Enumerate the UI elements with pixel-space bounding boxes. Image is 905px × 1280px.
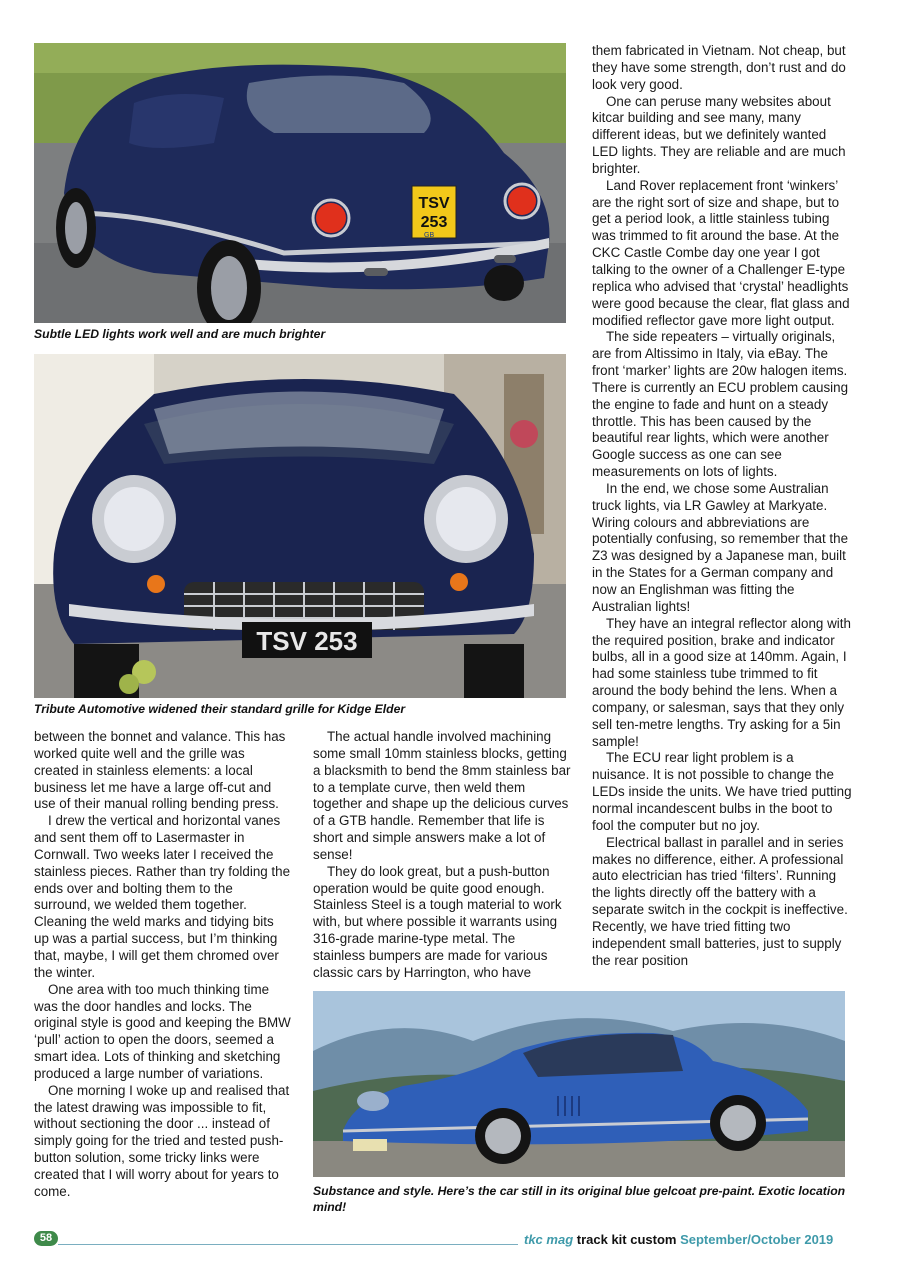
- paragraph: The side repeaters – virtually originals, are from Altissimo in Italy, via eBay. The front ‘marker’ lights are 20w halogen items. There is currently an ECU problem causing the engine to fade and hunt on a steady throttle. This has been caused by the beautiful rear lights, which were another Google success as one can see measurements on lots of lights.: [592, 329, 849, 480]
- photo-blue-gelcoat: [313, 991, 845, 1177]
- photo-front-caption: Tribute Automotive widened their standard grille for Kidge Elder: [34, 702, 406, 716]
- footer-mag: tkc mag: [524, 1232, 574, 1247]
- paragraph: They do look great, but a push-button operation would be quite good enough. Stainless Steel is a tough material to work with, but where possible it warrants using 316-grade marine-type metal. The stainless bumpers are made for various classic cars by Harrington, who have: [313, 863, 562, 980]
- paragraph: One can peruse many websites about kitcar building and see many, many different ideas, but we definitely wanted LED lights. They are reliable and are much brighter.: [592, 93, 846, 176]
- paragraph: I drew the vertical and horizontal vanes and sent them off to Lasermaster in Cornwall. Two weeks later I received the stainless pieces. Rather than try folding the ends over and bolting them to the surround, we welded them together. Cleaning the weld marks and tidying bits up was a partial success, but I’m thinking that, maybe, I will get them chromed over the winter.: [34, 813, 291, 980]
- paragraph: between the bonnet and valance. This has worked quite well and the grille was created in stainless elements: a local business let me have a large off-cut and use of their manual rolling bending press.: [34, 729, 286, 812]
- article-column-middle: [313, 729, 571, 982]
- paragraph: Electrical ballast in parallel and in series makes no difference, either. A professional auto electrician has tried ‘filters’. Running the lights directly off the battery with a separate switch in the cockpit is ineffective. Recently, we have tried fitting two independent small batteries, just to supply the rear position: [592, 834, 848, 968]
- rear-plate-country: GB: [424, 232, 435, 239]
- front-plate: TSV 253: [256, 626, 358, 656]
- footer-rule: [58, 1244, 518, 1245]
- footer-title: track kit custom: [576, 1232, 677, 1247]
- article-column-left: [34, 729, 292, 1201]
- rear-plate-line-1: TSV: [418, 195, 450, 212]
- footer: [524, 1232, 854, 1250]
- photo-rear-view: [34, 43, 566, 323]
- paragraph: Land Rover replacement front ‘winkers’ are the right sort of size and shape, but to get a period look, a little stainless tubing was trimmed to fit around the base. At the CKC Castle Combe day one year I got talking to the owner of a Challenger E-type replica who advised that ‘crystal’ headlights were good because the clear, flat glass and modified reflector gave more light output.: [592, 177, 850, 328]
- paragraph: them fabricated in Vietnam. Not cheap, but they have some strength, don’t rust and do look very good.: [592, 43, 846, 92]
- paragraph: The actual handle involved machining some small 10mm stainless blocks, getting a blacksmith to bend the 8mm stainless bar to a template curve, then weld them together and shape up the delicious curves of a GTB handle. Remember that life is short and simple answers make a lot of sense!: [313, 729, 571, 862]
- footer-issue: September/October 2019: [680, 1232, 834, 1247]
- paragraph: One area with too much thinking time was the door handles and locks. The original style is good and keeping the BMW ‘pull’ action to open the doors, seemed a smart idea. Lots of thinking and sketching produced a large number of variations.: [34, 981, 291, 1081]
- photo-blue-caption: Substance and style. Here’s the car still in its original blue gelcoat pre-paint. Exotic location mind!: [313, 1184, 846, 1214]
- page-number: 58: [34, 1231, 58, 1246]
- rear-plate-line-2: 253: [420, 214, 448, 231]
- photo-front-view: [34, 354, 566, 698]
- paragraph: In the end, we chose some Australian truck lights, via LR Gawley at Markyate. Wiring colours and abbreviations are potentially confusing, so remember that the Z3 was designed by a Japanese man, built in the States for a German company and now an Englishman was fitting the Australian lights!: [592, 480, 849, 614]
- article-column-right: [592, 43, 852, 969]
- paragraph: The ECU rear light problem is a nuisance. It is not possible to change the LEDs inside the units. We have tried putting normal incandescent bulbs in the boot to fool the computer but no joy.: [592, 750, 852, 833]
- paragraph: They have an integral reflector along with the required position, brake and indicator bulbs, all in a good size at 140mm. Again, I had some stainless tube trimmed to fit around the body behind the lens. When a company, or salesman, says that they only sell ten-metre lengths. Try asking for a 5in sample!: [592, 615, 851, 749]
- paragraph: One morning I woke up and realised that the latest drawing was impossible to fit, without sectioning the door ... instead of simply going for the tried and tested push-button solution, some tricky links were created that I will worry about for years to come.: [34, 1082, 290, 1199]
- photo-rear-caption: Subtle LED lights work well and are much brighter: [34, 327, 326, 341]
